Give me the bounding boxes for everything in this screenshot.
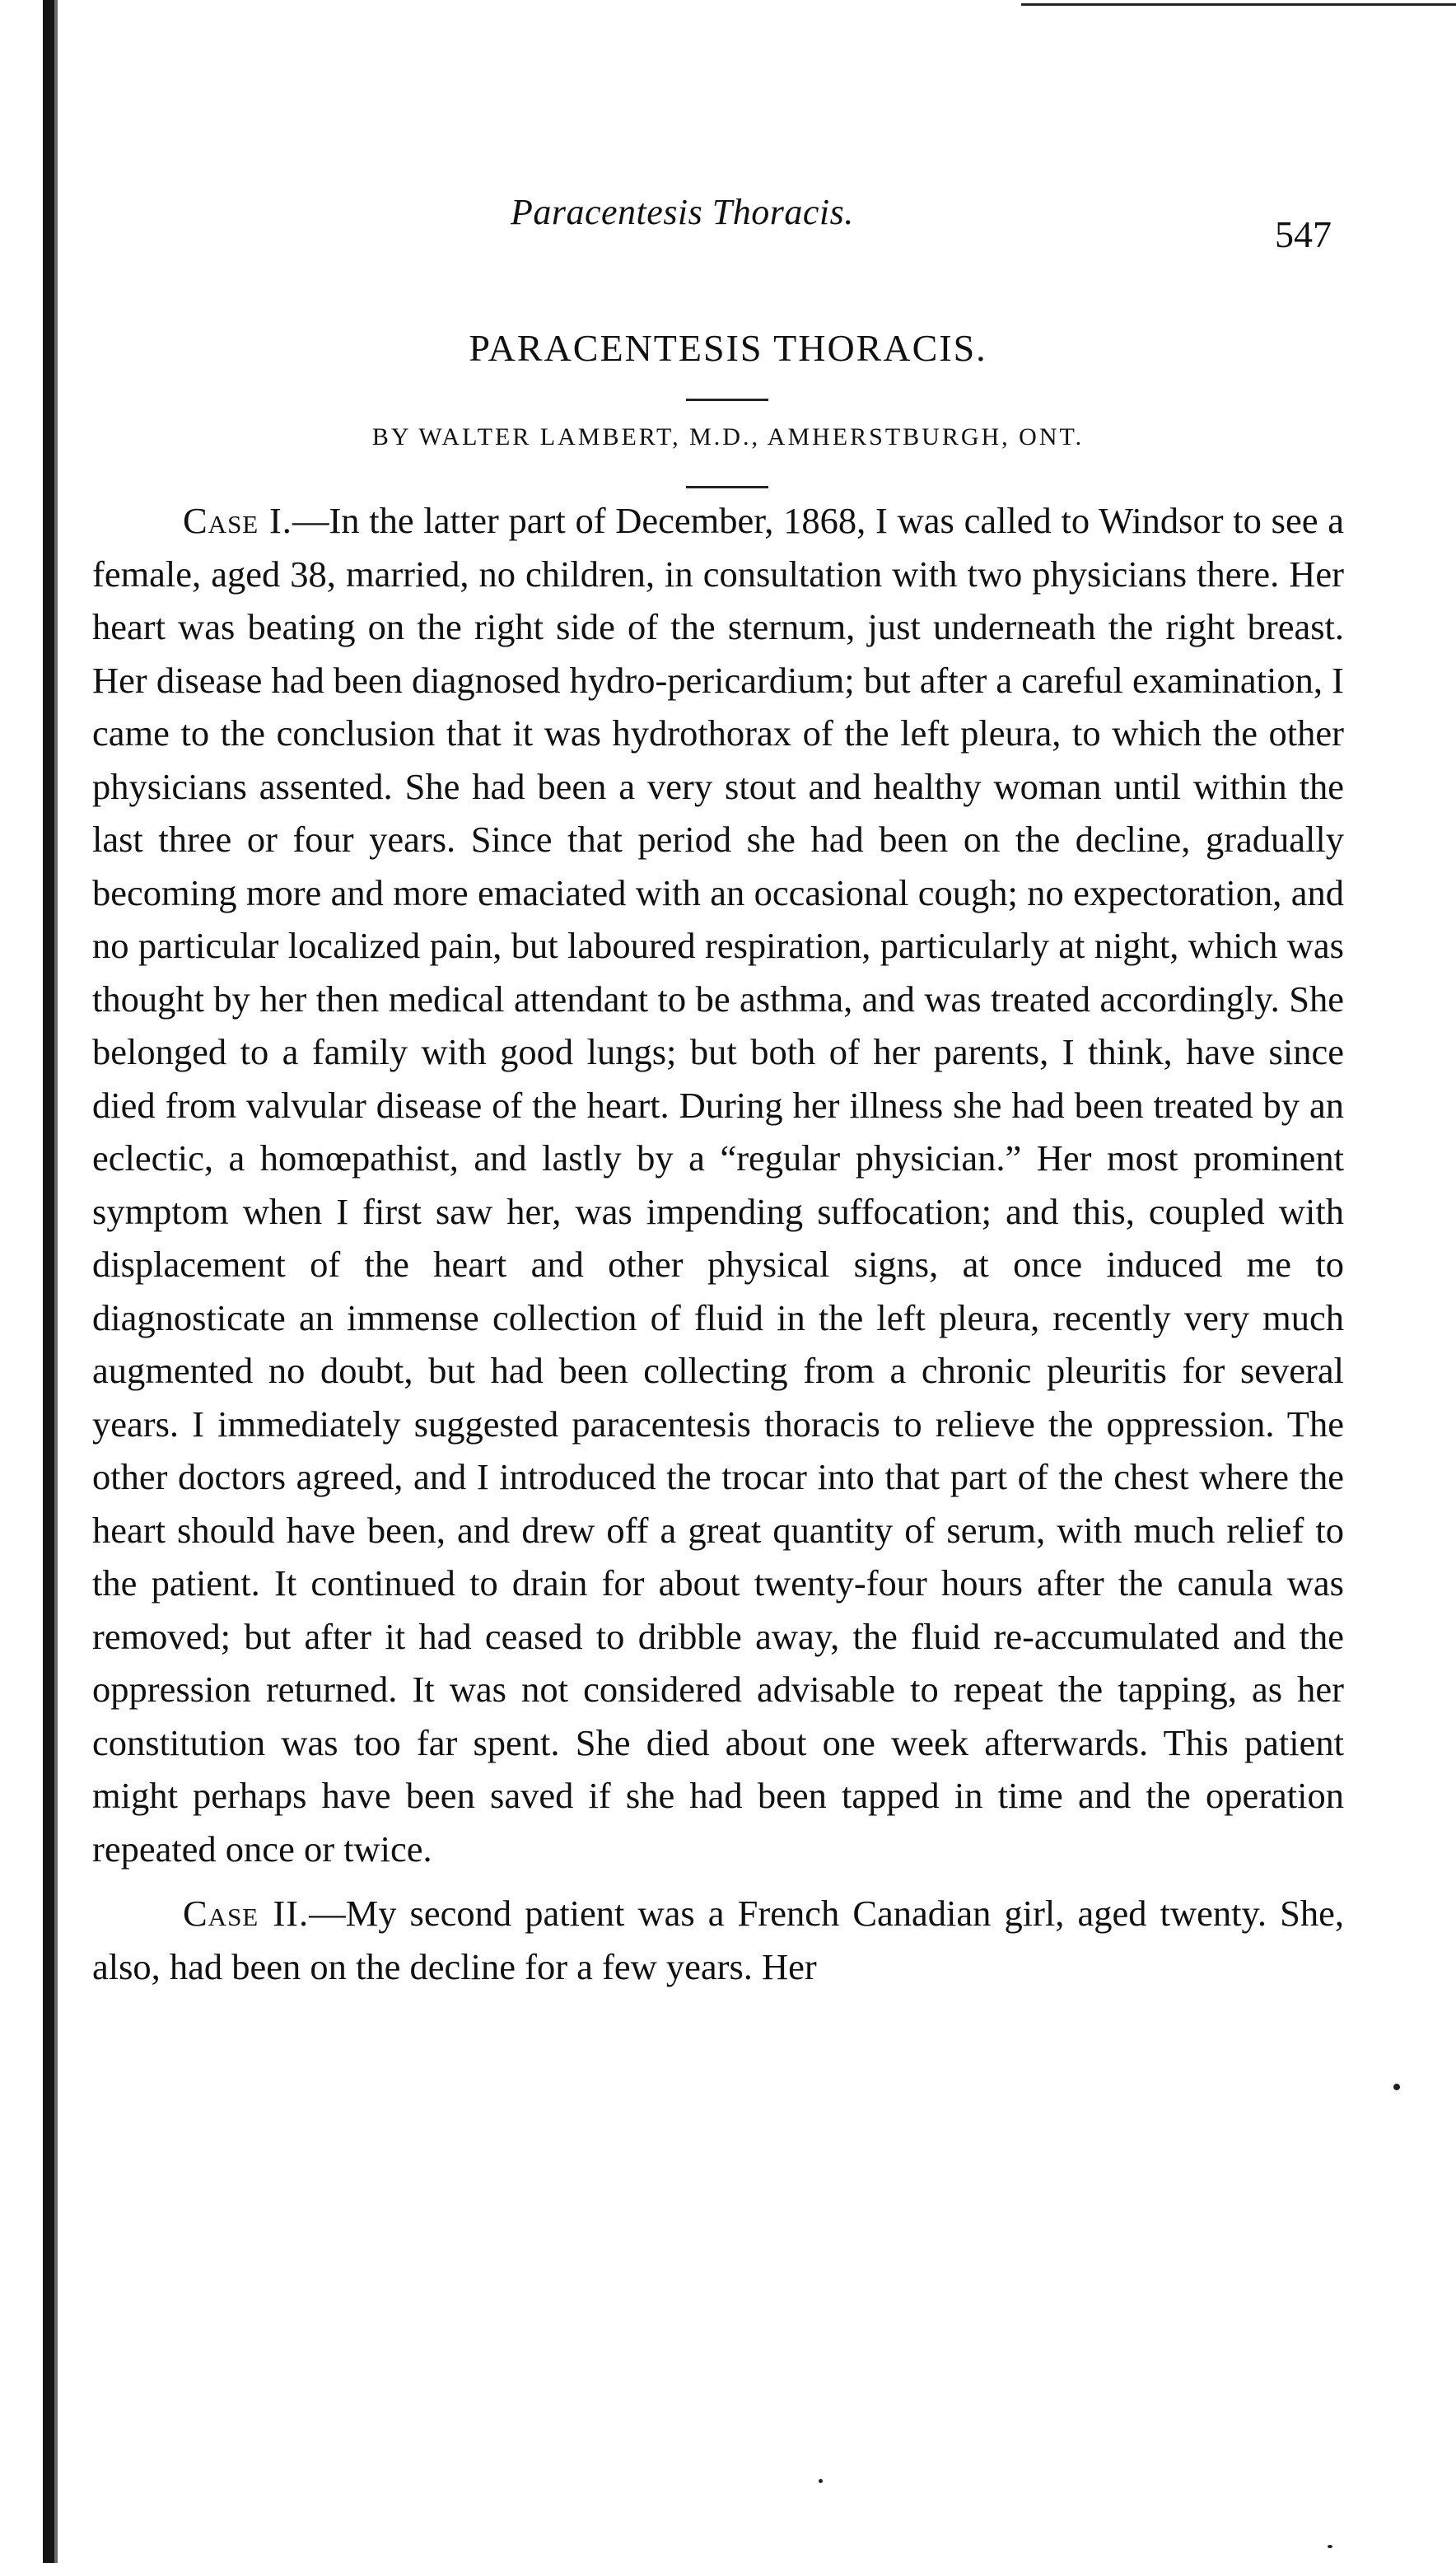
binding-edge: [43, 0, 54, 2563]
scan-speck: [1393, 2084, 1400, 2090]
running-head: Paracentesis Thoracis.: [511, 192, 854, 232]
binding-shadow: [54, 0, 58, 2563]
case-text: —My second patient was a French Canadian girl, aged twenty. She, also, had been on the decline for a few years. Her: [92, 1893, 1344, 1987]
scan-speck: [819, 2479, 823, 2483]
case-paragraph: [92, 494, 1344, 1875]
page-number: 547: [1275, 213, 1332, 255]
case-label: Case I.: [183, 500, 292, 541]
article-body: [92, 494, 1344, 1993]
case-text: —In the latter part of December, 1868, I was called to Windsor to see a female, aged 38, married, no children, in consultation with two physicians there. Her heart was beating on the right side of the sternum, just underneath the right breast. Her disease had been diagnosed hydro-pericardium; but after a careful examination, I came to the conclusion that it was hydrothorax of the left pleura, to which the other physicians assented. She had been a very stout and healthy woman until within the last three or four years. Since that period she had been on the decline, gradually becoming more and more emaciated with an occasional cough; no expectoration, and no particular localized pain, but laboured respiration, particularly at night, which was thought by her then medical attendant to be asthma, and was treated accordingly. She belonged to a family with good lungs; but both of her parents, I think, have since died from valvular disease of the heart. During her illness she had been treated by an eclectic, a homœpathist, and lastly by a “regular physician.” Her most prominent symptom when I first saw her, was impending suffocation; and this, coupled with displacement of the heart and other physical signs, at once induced me to diagnosticate an immense collection of fluid in the left pleura, recently very much augmented no doubt, but had been collecting from a chronic pleuritis for several years. I immediately suggested paracentesis thoracis to relieve the oppression. The other doctors agreed, and I introduced the trocar into that part of the chest where the heart should have been, and drew off a great quantity of serum, with much relief to the patient. It continued to drain for about twenty-four hours after the canula was removed; but after it had ceased to dribble away, the fluid re-accumulated and the oppression returned. It was not considered advisable to repeat the tapping, as her constitution was too far spent. She died about one week afterwards. This patient might perhaps have been saved if she had been tapped in time and the operation repeated once or twice.: [92, 500, 1344, 1870]
scan-speck: [1328, 2545, 1332, 2548]
case-label: Case II.: [183, 1893, 310, 1934]
case-paragraph: [92, 1887, 1344, 1993]
byline: BY WALTER LAMBERT, M.D., AMHERSTBURGH, ONT.: [371, 423, 1085, 451]
byline-rule: [686, 486, 768, 488]
top-edge-rule: [1021, 3, 1456, 6]
title-rule: [686, 399, 768, 401]
article-title: PARACENTESIS THORACIS.: [469, 327, 987, 369]
